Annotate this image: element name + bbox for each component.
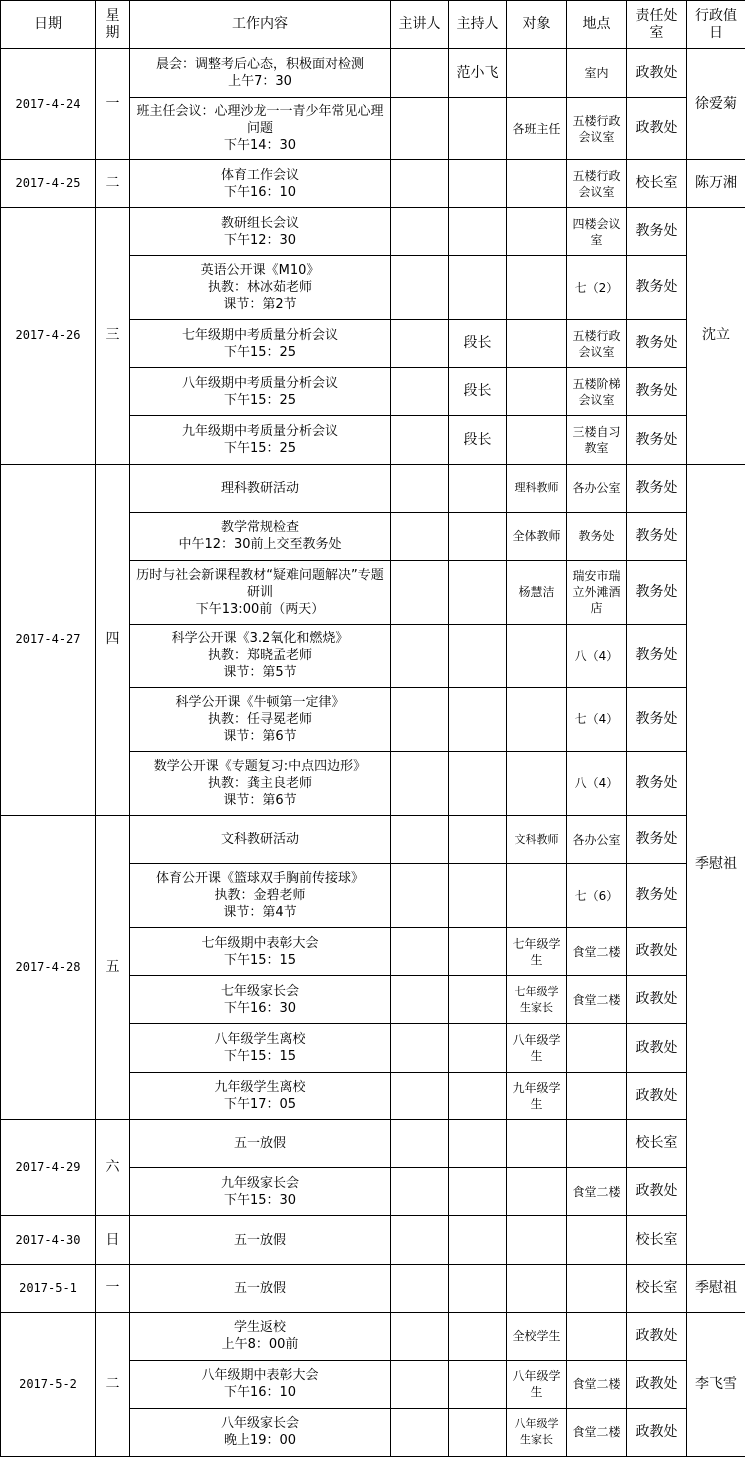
header-place: 地点 xyxy=(567,1,627,49)
content-line: 下午15：25 xyxy=(223,344,297,360)
host-cell xyxy=(449,976,507,1024)
content-line: 下午14：30 xyxy=(223,138,297,154)
speaker-cell xyxy=(391,687,449,751)
target-cell xyxy=(507,320,567,368)
content-line: 七年级期中考质量分析会议 xyxy=(181,327,338,343)
weekday-cell: 一 xyxy=(96,1264,130,1312)
place-cell: 食堂二楼 xyxy=(567,928,627,976)
host-cell xyxy=(449,1073,507,1120)
host-cell xyxy=(449,512,507,560)
content-line: 课节：第4节 xyxy=(223,905,297,921)
duty-cell: 徐爱菊 xyxy=(687,49,745,160)
dept-cell: 教务处 xyxy=(627,208,687,256)
target-cell: 全体教师 xyxy=(507,512,567,560)
place-cell: 四楼会议室 xyxy=(567,208,627,256)
host-cell xyxy=(449,1120,507,1168)
dept-cell: 政教处 xyxy=(627,1312,687,1360)
target-cell xyxy=(507,368,567,416)
target-cell xyxy=(507,624,567,687)
dept-cell: 教务处 xyxy=(627,512,687,560)
duty-cell: 李飞雪 xyxy=(687,1312,745,1456)
dept-cell: 教务处 xyxy=(627,464,687,512)
content-cell xyxy=(130,160,391,208)
target-cell: 全校学生 xyxy=(507,1312,567,1360)
target-cell xyxy=(507,208,567,256)
target-cell: 七年级学生 xyxy=(507,928,567,976)
weekday-cell: 四 xyxy=(96,464,130,815)
dept-cell: 教务处 xyxy=(627,624,687,687)
weekday-cell: 二 xyxy=(96,1312,130,1456)
target-cell xyxy=(507,1120,567,1168)
target-cell xyxy=(507,160,567,208)
content-line: 科学公开课《3.2氧化和燃烧》 xyxy=(171,631,349,647)
dept-cell: 教务处 xyxy=(627,864,687,928)
target-cell: 七年级学生家长 xyxy=(507,976,567,1024)
content-line: 五一放假 xyxy=(233,1136,286,1152)
speaker-cell xyxy=(391,1073,449,1120)
table-row xyxy=(1,208,745,256)
content-line: 中午12：30前上交至教务处 xyxy=(178,537,342,553)
schedule-body xyxy=(1,49,745,1457)
header-speaker: 主讲人 xyxy=(391,1,449,49)
place-cell: 各办公室 xyxy=(567,815,627,863)
host-cell xyxy=(449,928,507,976)
host-cell xyxy=(449,815,507,863)
content-line: 课节：第5节 xyxy=(223,665,297,681)
speaker-cell xyxy=(391,815,449,863)
target-cell xyxy=(507,256,567,320)
place-cell: 五楼行政会议室 xyxy=(567,320,627,368)
content-line: 下午16：10 xyxy=(223,184,297,200)
place-cell: 五楼行政会议室 xyxy=(567,98,627,160)
dept-cell: 政教处 xyxy=(627,928,687,976)
target-cell: 八年级学生 xyxy=(507,1360,567,1408)
content-line: 八年级期中考质量分析会议 xyxy=(181,375,338,391)
content-line: 英语公开课《M10》 xyxy=(200,263,320,279)
content-line: 下午12：30 xyxy=(223,232,297,248)
weekday-cell: 二 xyxy=(96,160,130,208)
dept-cell: 校长室 xyxy=(627,1264,687,1312)
target-cell: 八年级学生 xyxy=(507,1024,567,1073)
table-row xyxy=(1,1216,745,1264)
date-cell: 2017-4-25 xyxy=(1,160,96,208)
content-cell xyxy=(130,751,391,815)
speaker-cell xyxy=(391,464,449,512)
date-cell: 2017-4-27 xyxy=(1,464,96,815)
content-line: 体育公开课《篮球双手胸前传接球》 xyxy=(155,871,364,887)
content-cell xyxy=(130,687,391,751)
content-line: 上午8：00前 xyxy=(221,1337,299,1353)
content-line: 上午7：30 xyxy=(228,74,292,90)
speaker-cell xyxy=(391,256,449,320)
content-cell xyxy=(130,1073,391,1120)
target-cell xyxy=(507,1264,567,1312)
host-cell xyxy=(449,1312,507,1360)
content-cell xyxy=(130,208,391,256)
dept-cell: 校长室 xyxy=(627,1216,687,1264)
dept-cell: 教务处 xyxy=(627,560,687,624)
duty-cell: 季慰祖 xyxy=(687,464,745,1264)
speaker-cell xyxy=(391,624,449,687)
dept-cell: 政教处 xyxy=(627,98,687,160)
content-cell xyxy=(130,256,391,320)
content-cell xyxy=(130,1168,391,1216)
content-line: 教学常规检查 xyxy=(220,520,299,536)
header-row xyxy=(1,1,745,49)
target-cell xyxy=(507,1216,567,1264)
table-row xyxy=(1,49,745,98)
content-line: 理科教研活动 xyxy=(220,480,299,496)
place-cell: 食堂二楼 xyxy=(567,976,627,1024)
target-cell xyxy=(507,49,567,98)
place-cell xyxy=(567,1120,627,1168)
place-cell xyxy=(567,1312,627,1360)
speaker-cell xyxy=(391,416,449,464)
content-line: 下午15：25 xyxy=(223,441,297,456)
content-line: 晚上19：00 xyxy=(223,1433,297,1449)
content-cell xyxy=(130,1360,391,1408)
content-line: 五一放假 xyxy=(233,1280,286,1296)
weekday-cell: 六 xyxy=(96,1120,130,1216)
table-row xyxy=(1,1312,745,1360)
content-line: 下午15：25 xyxy=(223,392,297,408)
content-cell xyxy=(130,98,391,160)
weekday-cell: 三 xyxy=(96,208,130,464)
content-line: 数学公开课《专题复习:中点四边形》 xyxy=(153,758,367,774)
table-row xyxy=(1,1264,745,1312)
date-cell: 2017-4-28 xyxy=(1,815,96,1119)
content-line: 课节：第6节 xyxy=(223,728,297,744)
target-cell xyxy=(507,1168,567,1216)
speaker-cell xyxy=(391,864,449,928)
weekday-cell: 一 xyxy=(96,49,130,160)
content-line: 下午17：05 xyxy=(223,1097,297,1113)
content-cell xyxy=(130,1024,391,1073)
content-line: 下午13:00前（两天） xyxy=(195,601,325,617)
target-cell xyxy=(507,864,567,928)
place-cell: 各办公室 xyxy=(567,464,627,512)
speaker-cell xyxy=(391,976,449,1024)
content-cell xyxy=(130,1120,391,1168)
place-cell: 食堂二楼 xyxy=(567,1168,627,1216)
content-cell xyxy=(130,624,391,687)
table-row xyxy=(1,464,745,512)
content-line: 课节：第2节 xyxy=(223,297,297,313)
content-line: 下午16：10 xyxy=(223,1385,297,1401)
host-cell xyxy=(449,98,507,160)
speaker-cell xyxy=(391,368,449,416)
place-cell xyxy=(567,1024,627,1073)
speaker-cell xyxy=(391,512,449,560)
dept-cell: 教务处 xyxy=(627,416,687,464)
place-cell: 三楼自习教室 xyxy=(567,416,627,464)
content-cell xyxy=(130,1216,391,1264)
duty-cell: 沈立 xyxy=(687,208,745,464)
content-line: 晨会：调整考后心态，积极面对检测 xyxy=(155,57,364,73)
place-cell: 七（4） xyxy=(567,687,627,751)
weekday-cell: 五 xyxy=(96,815,130,1119)
speaker-cell xyxy=(391,1264,449,1312)
dept-cell: 教务处 xyxy=(627,256,687,320)
place-cell xyxy=(567,1216,627,1264)
content-cell xyxy=(130,512,391,560)
content-line: 文科教研活动 xyxy=(220,832,299,847)
dept-cell: 政教处 xyxy=(627,1168,687,1216)
dept-cell: 政教处 xyxy=(627,1408,687,1456)
table-row xyxy=(1,160,745,208)
host-cell xyxy=(449,256,507,320)
header-duty: 行政值日 xyxy=(687,1,745,49)
content-line: 执教：金碧老师 xyxy=(214,888,306,904)
content-cell xyxy=(130,464,391,512)
speaker-cell xyxy=(391,49,449,98)
content-line: 体育工作会议 xyxy=(220,167,299,183)
host-cell xyxy=(449,1216,507,1264)
dept-cell: 教务处 xyxy=(627,320,687,368)
target-cell: 八年级学生家长 xyxy=(507,1408,567,1456)
date-cell: 2017-5-1 xyxy=(1,1264,96,1312)
content-line: 科学公开课《牛顿第一定律》 xyxy=(175,694,345,710)
place-cell: 八（4） xyxy=(567,751,627,815)
speaker-cell xyxy=(391,1312,449,1360)
content-cell xyxy=(130,1408,391,1456)
content-line: 学生返校 xyxy=(233,1320,286,1336)
dept-cell: 政教处 xyxy=(627,1073,687,1120)
content-cell xyxy=(130,49,391,98)
date-cell: 2017-4-24 xyxy=(1,49,96,160)
target-cell xyxy=(507,751,567,815)
dept-cell: 政教处 xyxy=(627,1024,687,1073)
content-line: 执教：林冰茹老师 xyxy=(207,280,312,296)
host-cell xyxy=(449,560,507,624)
host-cell xyxy=(449,1024,507,1073)
host-cell: 段长 xyxy=(449,320,507,368)
content-cell xyxy=(130,416,391,464)
content-line: 八年级期中表彰大会 xyxy=(201,1368,319,1384)
target-cell: 九年级学生 xyxy=(507,1073,567,1120)
header-date: 日期 xyxy=(1,1,96,49)
speaker-cell xyxy=(391,560,449,624)
host-cell xyxy=(449,1408,507,1456)
content-cell xyxy=(130,560,391,624)
content-line: 下午15：15 xyxy=(223,1049,297,1065)
target-cell: 各班主任 xyxy=(507,98,567,160)
content-cell xyxy=(130,1312,391,1360)
content-line: 执教：任寻冕老师 xyxy=(207,711,312,727)
content-cell xyxy=(130,815,391,863)
dept-cell: 政教处 xyxy=(627,976,687,1024)
speaker-cell xyxy=(391,1168,449,1216)
dept-cell: 教务处 xyxy=(627,687,687,751)
content-cell xyxy=(130,976,391,1024)
speaker-cell xyxy=(391,1120,449,1168)
table-row xyxy=(1,815,745,863)
dept-cell: 教务处 xyxy=(627,751,687,815)
place-cell: 教务处 xyxy=(567,512,627,560)
speaker-cell xyxy=(391,1024,449,1073)
dept-cell: 政教处 xyxy=(627,1360,687,1408)
dept-cell: 校长室 xyxy=(627,160,687,208)
content-line: 教研组长会议 xyxy=(220,215,299,231)
speaker-cell xyxy=(391,928,449,976)
host-cell xyxy=(449,864,507,928)
content-line: 八年级家长会 xyxy=(220,1416,299,1432)
header-host: 主持人 xyxy=(449,1,507,49)
content-line: 五一放假 xyxy=(233,1232,286,1248)
duty-cell: 季慰祖 xyxy=(687,1264,745,1312)
place-cell: 八（4） xyxy=(567,624,627,687)
date-cell: 2017-5-2 xyxy=(1,1312,96,1456)
place-cell xyxy=(567,1264,627,1312)
content-line: 八年级学生离校 xyxy=(214,1032,306,1048)
content-cell xyxy=(130,1264,391,1312)
content-line: 下午16：30 xyxy=(223,1000,297,1016)
host-cell xyxy=(449,687,507,751)
dept-cell: 政教处 xyxy=(627,49,687,98)
dept-cell: 校长室 xyxy=(627,1120,687,1168)
content-line: 七年级期中表彰大会 xyxy=(201,935,319,951)
table-row xyxy=(1,1120,745,1168)
speaker-cell xyxy=(391,98,449,160)
content-cell xyxy=(130,864,391,928)
target-cell xyxy=(507,687,567,751)
content-cell xyxy=(130,320,391,368)
duty-cell: 陈万湘 xyxy=(687,160,745,208)
header-target: 对象 xyxy=(507,1,567,49)
host-cell xyxy=(449,464,507,512)
content-line: 下午15：30 xyxy=(223,1192,297,1208)
content-line: 九年级学生离校 xyxy=(214,1080,306,1096)
target-cell: 杨慧洁 xyxy=(507,560,567,624)
place-cell: 五楼阶梯会议室 xyxy=(567,368,627,416)
place-cell: 食堂二楼 xyxy=(567,1360,627,1408)
speaker-cell xyxy=(391,160,449,208)
place-cell: 五楼行政会议室 xyxy=(567,160,627,208)
dept-cell: 教务处 xyxy=(627,368,687,416)
host-cell: 段长 xyxy=(449,416,507,464)
content-cell xyxy=(130,928,391,976)
host-cell xyxy=(449,751,507,815)
host-cell xyxy=(449,624,507,687)
target-cell xyxy=(507,416,567,464)
host-cell xyxy=(449,1360,507,1408)
place-cell: 瑞安市瑞立外滩酒店 xyxy=(567,560,627,624)
host-cell xyxy=(449,160,507,208)
place-cell: 食堂二楼 xyxy=(567,1408,627,1456)
content-line: 课节：第6节 xyxy=(223,792,297,808)
place-cell xyxy=(567,1073,627,1120)
content-cell xyxy=(130,368,391,416)
target-cell: 理科教师 xyxy=(507,464,567,512)
header-weekday: 星期 xyxy=(96,1,130,49)
content-line: 执教：郑晓孟老师 xyxy=(207,648,312,664)
speaker-cell xyxy=(391,1408,449,1456)
content-line: 执教：龚主良老师 xyxy=(207,775,312,791)
host-cell: 段长 xyxy=(449,368,507,416)
content-line: 下午15：15 xyxy=(223,952,297,968)
place-cell: 七（2） xyxy=(567,256,627,320)
date-cell: 2017-4-29 xyxy=(1,1120,96,1216)
place-cell: 七（6） xyxy=(567,864,627,928)
speaker-cell xyxy=(391,751,449,815)
date-cell: 2017-4-30 xyxy=(1,1216,96,1264)
speaker-cell xyxy=(391,208,449,256)
content-line: 历时与社会新课程教材“疑难问题解决”专题研训 xyxy=(136,567,384,600)
target-cell: 文科教师 xyxy=(507,815,567,863)
host-cell xyxy=(449,208,507,256)
host-cell xyxy=(449,1264,507,1312)
speaker-cell xyxy=(391,1360,449,1408)
content-line: 九年级家长会 xyxy=(220,1175,299,1191)
speaker-cell xyxy=(391,320,449,368)
header-dept: 责任处室 xyxy=(627,1,687,49)
speaker-cell xyxy=(391,1216,449,1264)
content-line: 班主任会议：心理沙龙一一青少年常见心理问题 xyxy=(136,104,384,137)
weekday-cell: 日 xyxy=(96,1216,130,1264)
date-cell: 2017-4-26 xyxy=(1,208,96,464)
host-cell xyxy=(449,1168,507,1216)
content-line: 七年级家长会 xyxy=(220,983,299,999)
content-line: 九年级期中考质量分析会议 xyxy=(181,424,338,439)
dept-cell: 教务处 xyxy=(627,815,687,863)
host-cell: 范小飞 xyxy=(449,49,507,98)
header-content: 工作内容 xyxy=(130,1,391,49)
place-cell: 室内 xyxy=(567,49,627,98)
